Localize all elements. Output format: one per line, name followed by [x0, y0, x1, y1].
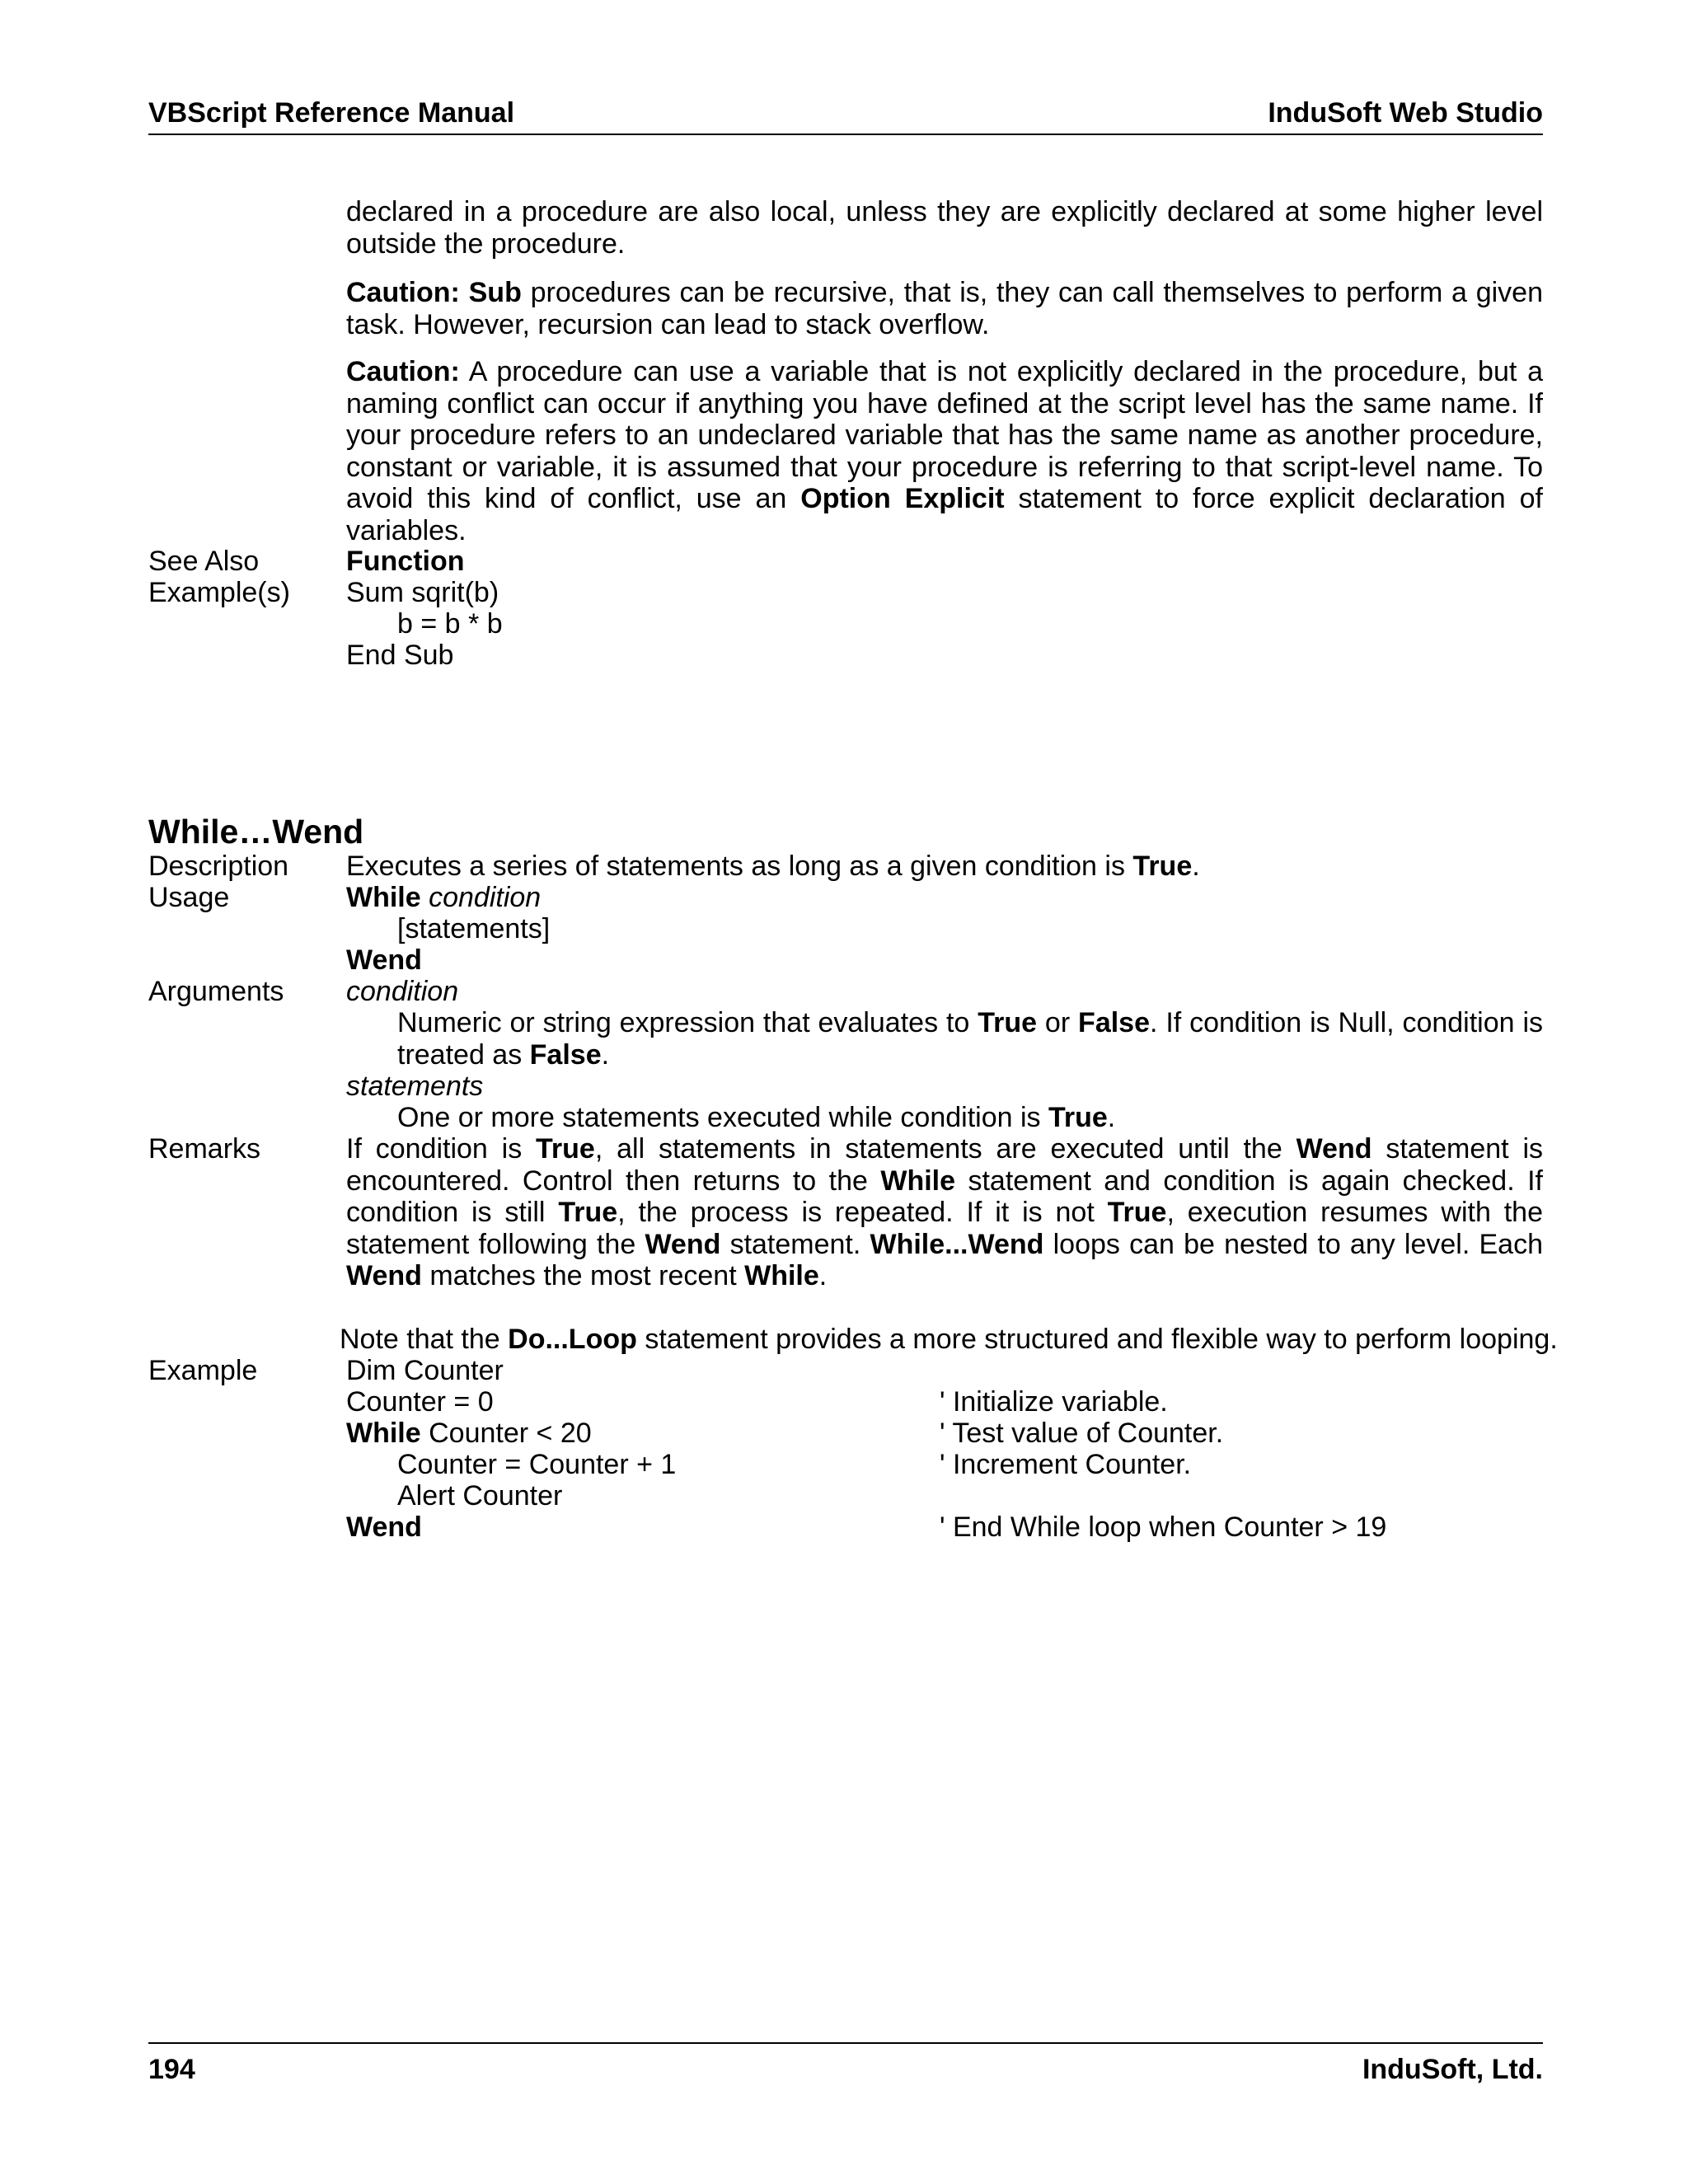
caution-recursion — [346, 277, 1543, 340]
example-line: End Sub — [346, 640, 454, 671]
text: . — [818, 1260, 828, 1291]
punct: . — [1192, 851, 1200, 882]
description-label: Description — [148, 851, 289, 882]
page-header — [148, 97, 1543, 135]
text: . If condition is Null, condition is treated as — [397, 1007, 1544, 1071]
code-comment: ' End While loop when Counter > 19 — [940, 1511, 1387, 1543]
caution-text: A procedure can use a variable that is not explicitly declared in the procedure, but a naming conflict can occur if anything you have defined at the script level has the same name. If your procedure refers to an undeclared variable that has the same name as another procedure, constant or variable, it is assumed that your procedure is referring to that script-level name. To avoid this kind of conflict, use an — [346, 356, 1543, 514]
code-line: Counter = Counter + 1 — [397, 1449, 677, 1480]
usage-label: Usage — [148, 882, 230, 913]
keyword: True — [978, 1007, 1038, 1038]
keyword: While — [880, 1165, 956, 1197]
keyword: Wend — [346, 1511, 422, 1543]
keyword: Wend — [1296, 1133, 1372, 1165]
text: , the process is repeated. If it is not — [617, 1197, 1108, 1228]
text: , execution resumes with the statement following the — [346, 1197, 1543, 1260]
argument: statements — [346, 1071, 484, 1102]
code-comment: ' Initialize variable. — [940, 1386, 1168, 1418]
keyword: While — [744, 1260, 819, 1291]
header-product-name: InduSoft Web Studio — [1268, 97, 1543, 129]
argument-name — [346, 1071, 483, 1103]
text: matches the most recent — [421, 1260, 745, 1291]
keyword: While — [346, 882, 421, 913]
usage-line — [346, 882, 541, 914]
caution-label: Caution: — [346, 277, 460, 308]
remarks-label: Remarks — [148, 1133, 261, 1165]
text: statement is encountered. Control then returns to the — [346, 1133, 1544, 1197]
keyword: True — [1107, 1197, 1167, 1228]
page-footer — [148, 2042, 1543, 2090]
page-number: 194 — [148, 2054, 195, 2085]
code-comment: ' Test value of Counter. — [940, 1418, 1224, 1449]
example-label: Example — [148, 1355, 258, 1386]
keyword: While — [346, 1418, 421, 1449]
arguments-label: Arguments — [148, 976, 284, 1007]
remarks-paragraph — [346, 1133, 1543, 1292]
argument-description — [397, 1007, 1543, 1071]
caution-text: procedures can be recursive, that is, they can call themselves to perform a given task. However, recursion can lead to stack overflow. — [346, 277, 1544, 340]
caution-keyword: Option Explicit — [800, 483, 1005, 514]
keyword: False — [1078, 1007, 1150, 1038]
caution-label: Caution: — [346, 356, 460, 387]
keyword: True — [1132, 851, 1193, 882]
keyword: Wend — [645, 1228, 721, 1260]
code-comment: ' Increment Counter. — [940, 1449, 1192, 1480]
footer-company: InduSoft, Ltd. — [1362, 2054, 1543, 2085]
text: If condition is — [346, 1133, 537, 1165]
text: . — [601, 1038, 610, 1071]
argument: condition — [346, 976, 459, 1007]
code-line: Counter = 0 — [346, 1386, 494, 1418]
section-title: While…Wend — [148, 813, 364, 851]
keyword: True — [1048, 1102, 1108, 1133]
text: , all statements in statements are executed until the — [594, 1133, 1296, 1165]
keyword: True — [558, 1197, 618, 1228]
description-body: Executes a series of statements as long as a given condition is — [346, 851, 1133, 882]
text: One or more statements executed while condition is — [397, 1102, 1048, 1133]
examples-label: Example(s) — [148, 577, 290, 608]
code-line: Dim Counter — [346, 1355, 504, 1386]
example-line: b = b * b — [397, 608, 503, 640]
text: statement and condition is again checked. If condition is still — [346, 1165, 1543, 1228]
note-line — [340, 1324, 1558, 1356]
keyword: False — [529, 1038, 602, 1071]
example-line: Sum sqrit(b) — [346, 577, 499, 608]
argument: condition — [420, 882, 542, 913]
text: Note that the — [340, 1324, 509, 1355]
text: or — [1037, 1007, 1079, 1038]
code-line: Alert Counter — [397, 1480, 563, 1511]
description-text — [346, 851, 1200, 883]
keyword: Wend — [346, 1260, 422, 1291]
text: loops can be nested to any level. Each — [1043, 1228, 1543, 1260]
keyword: True — [536, 1133, 595, 1165]
code-line — [346, 1511, 422, 1544]
usage-line — [346, 944, 422, 977]
text: . — [1107, 1102, 1116, 1133]
text: statement. — [720, 1228, 870, 1260]
text: statement provides a more structured and flexible way to perform looping. — [636, 1324, 1558, 1355]
argument-name — [346, 976, 458, 1008]
caution-text-end: statement to force explicit declaration of variables. — [346, 483, 1543, 546]
text: Counter < 20 — [420, 1418, 592, 1449]
caution-naming-conflict — [346, 356, 1543, 546]
keyword: Wend — [346, 944, 422, 976]
see-also-link[interactable] — [346, 546, 465, 578]
text: Numeric or string expression that evaluates to — [397, 1007, 978, 1038]
code-line — [346, 1418, 592, 1450]
usage-line: [statements] — [397, 913, 551, 944]
caution-keyword: Sub — [468, 277, 522, 308]
intro-paragraph: declared in a procedure are also local, unless they are explicitly declared at some higher level outside the procedure. — [346, 196, 1543, 260]
keyword: While...Wend — [870, 1228, 1044, 1260]
argument-description — [397, 1102, 1115, 1134]
header-manual-title: VBScript Reference Manual — [148, 97, 515, 129]
keyword: Do...Loop — [508, 1324, 637, 1355]
see-also-value: Function — [346, 546, 465, 577]
see-also-label: See Also — [148, 546, 260, 577]
